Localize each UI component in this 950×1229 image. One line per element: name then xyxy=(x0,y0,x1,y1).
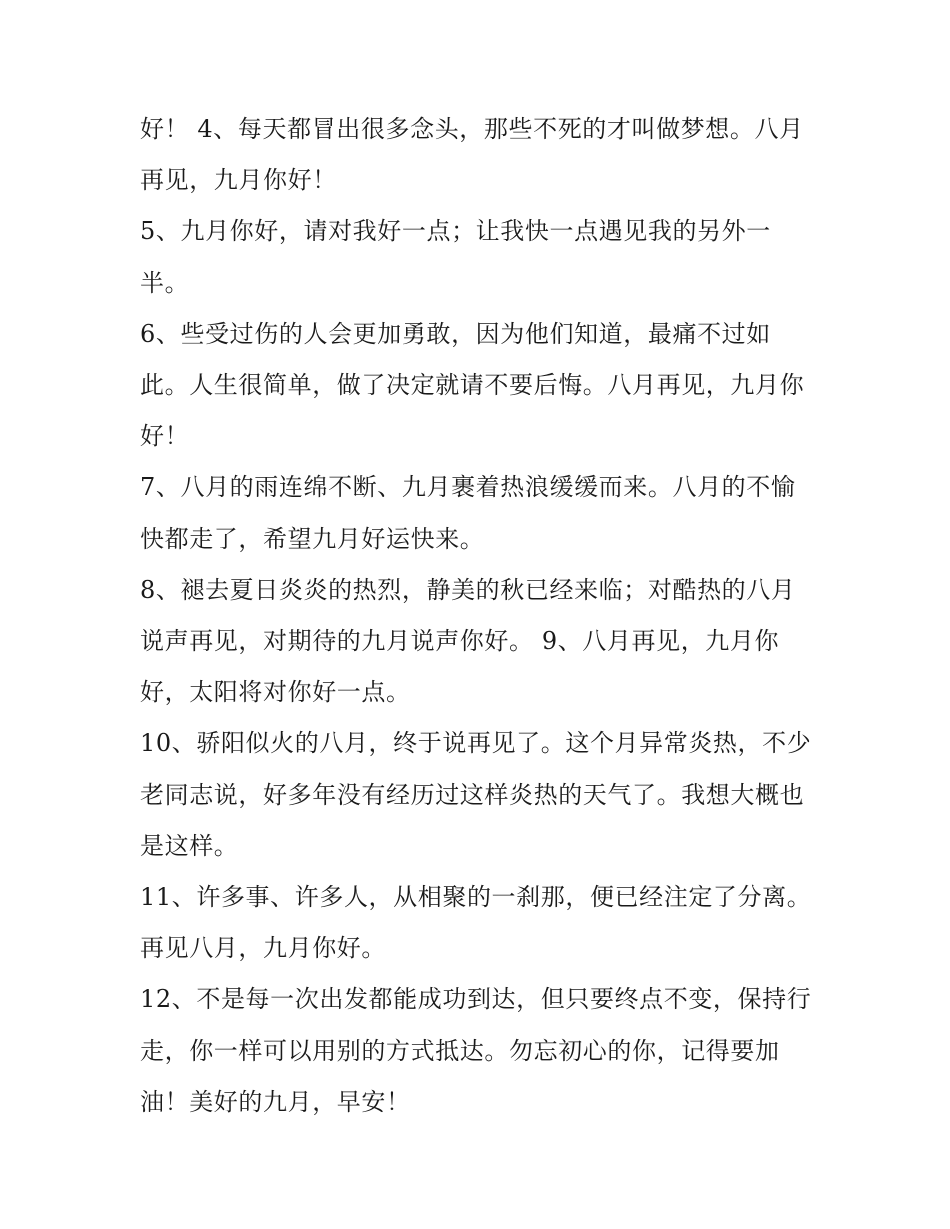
document-body xyxy=(140,104,820,1128)
paragraph-item-4-continuation: 好！ 4、每天都冒出很多念头，那些不死的才叫做梦想。八月再见，九月你好！ xyxy=(140,115,804,195)
paragraph-item-12: 12、不是每一次出发都能成功到达，但只要终点不变，保持行走，你一样可以用别的方式抵达。勿忘初心的你，记得要加油！美好的九月，早安！ xyxy=(140,985,812,1116)
paragraph-item-8-9: 8、褪去夏日炎炎的热烈，静美的秋已经来临；对酷热的八月说声再见，对期待的九月说声你好。 9、八月再见，九月你好，太阳将对你好一点。 xyxy=(140,575,796,707)
paragraph-item-7: 7、八月的雨连绵不断、九月裹着热浪缓缓而来。八月的不愉快都走了，希望九月好运快来。 xyxy=(140,473,796,553)
paragraph-item-6: 6、些受过伤的人会更加勇敢，因为他们知道，最痛不过如此。人生很简单，做了决定就请不要后悔。八月再见，九月你好！ xyxy=(140,319,805,451)
paragraph-item-11: 11、许多事、许多人，从相聚的一刹那，便已经注定了分离。再见八月，九月你好。 xyxy=(140,883,812,963)
paragraph-item-10: 10、骄阳似火的八月，终于说再见了。这个月异常炎热，不少老同志说，好多年没有经历过这样炎热的天气了。我想大概也是这样。 xyxy=(140,729,812,860)
paragraph-item-5: 5、九月你好，请对我好一点；让我快一点遇见我的另外一半。 xyxy=(140,217,771,297)
